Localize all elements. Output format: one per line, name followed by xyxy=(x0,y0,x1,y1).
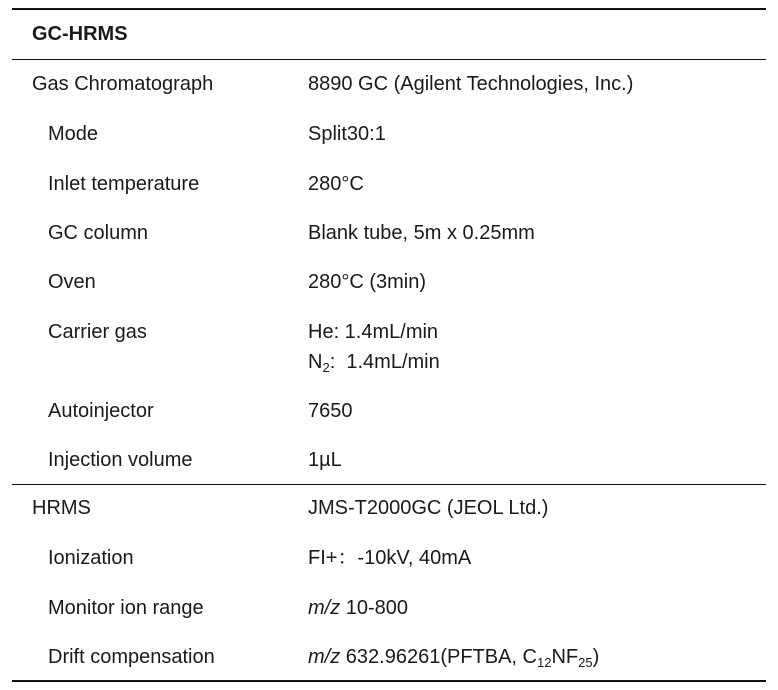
gc-column-label: GC column xyxy=(48,222,149,244)
mode-label: Mode xyxy=(48,123,99,145)
gc-value: 8890 GC (Agilent Technologies, Inc.) xyxy=(308,73,634,95)
top-rule xyxy=(12,8,766,10)
drift-compensation-value xyxy=(308,645,599,669)
autoinjector-value: 7650 xyxy=(308,400,353,422)
n2-symbol: N xyxy=(308,351,323,373)
section-rule xyxy=(12,484,766,485)
f-subscript: 25 xyxy=(578,655,593,670)
hrms-label: HRMS xyxy=(32,497,91,519)
monitor-ion-range-label: Monitor ion range xyxy=(48,597,204,619)
gc-column-value: Blank tube, 5m x 0.25mm xyxy=(308,222,535,244)
n2-flow: : 1.4mL/min xyxy=(329,351,440,373)
close-paren: ) xyxy=(592,646,600,668)
header-rule xyxy=(12,59,766,60)
oven-value: 280°C (3min) xyxy=(308,271,427,293)
monitor-range-text: 10-800 xyxy=(340,597,409,619)
drift-text: 632.96261(PFTBA, C xyxy=(340,646,537,668)
autoinjector-label: Autoinjector xyxy=(48,400,154,422)
nf-text: NF xyxy=(551,646,579,668)
mz-italic: m/z xyxy=(308,597,341,619)
carrier-gas-label: Carrier gas xyxy=(48,321,147,343)
ionization-label: Ionization xyxy=(48,547,134,569)
bottom-rule xyxy=(12,680,766,682)
ionization-value: FI+：-10kV, 40mA xyxy=(308,547,472,569)
drift-compensation-label: Drift compensation xyxy=(48,646,215,668)
mz-italic-2: m/z xyxy=(308,646,341,668)
gc-label: Gas Chromatograph xyxy=(32,73,214,95)
monitor-ion-range-value xyxy=(308,596,408,620)
mode-value: Split30:1 xyxy=(308,123,386,145)
inlet-temperature-value: 280°C xyxy=(308,173,364,195)
inlet-temperature-label: Inlet temperature xyxy=(48,173,200,195)
n2-subscript: 2 xyxy=(322,360,330,375)
carrier-gas-value-he: He: 1.4mL/min xyxy=(308,321,439,343)
oven-label: Oven xyxy=(48,271,96,293)
c-subscript: 12 xyxy=(537,655,552,670)
hrms-value: JMS-T2000GC (JEOL Ltd.) xyxy=(308,497,549,519)
carrier-gas-value-n2 xyxy=(308,350,440,374)
injection-volume-value: 1µL xyxy=(308,449,342,471)
table-title: GC-HRMS xyxy=(32,23,128,45)
injection-volume-label: Injection volume xyxy=(48,449,193,471)
